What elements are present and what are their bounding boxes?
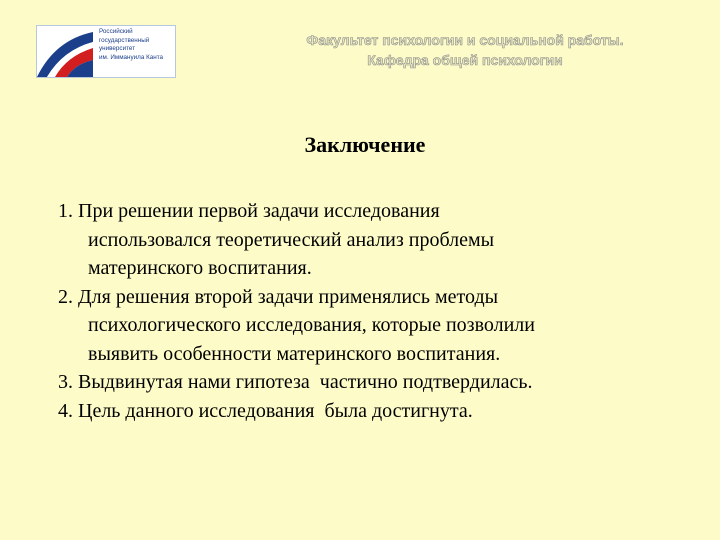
logo-text bbox=[99, 28, 175, 62]
conclusion-item: 1. При решении первой задачи исследования использовался теоретический анализ проблемы материнского воспитания. bbox=[58, 200, 495, 279]
university-emblem-icon bbox=[37, 26, 93, 77]
logo-line: университет bbox=[99, 45, 136, 53]
faculty-name: Факультет психологии и социальной работы. bbox=[306, 32, 624, 48]
department-name: Кафедра общей психологии bbox=[367, 52, 563, 68]
logo-line: государственный bbox=[99, 36, 150, 44]
logo-line: им. Иммануила Канта bbox=[99, 53, 164, 61]
conclusion-item: 4. Цель данного исследования была достигнута. bbox=[58, 399, 473, 422]
slide-title: Заключение bbox=[304, 132, 426, 157]
logo-line: Российский bbox=[99, 28, 133, 35]
university-logo bbox=[36, 25, 176, 78]
conclusion-item: 2. Для решения второй задачи применялись методы психологического исследования, которые позволили выявить особенности материнского воспитания. bbox=[58, 285, 535, 365]
conclusion-list bbox=[58, 197, 708, 425]
conclusion-item: 3. Выдвинутая нами гипотеза частично подтвердилась. bbox=[58, 371, 533, 393]
faculty-header bbox=[250, 30, 680, 70]
